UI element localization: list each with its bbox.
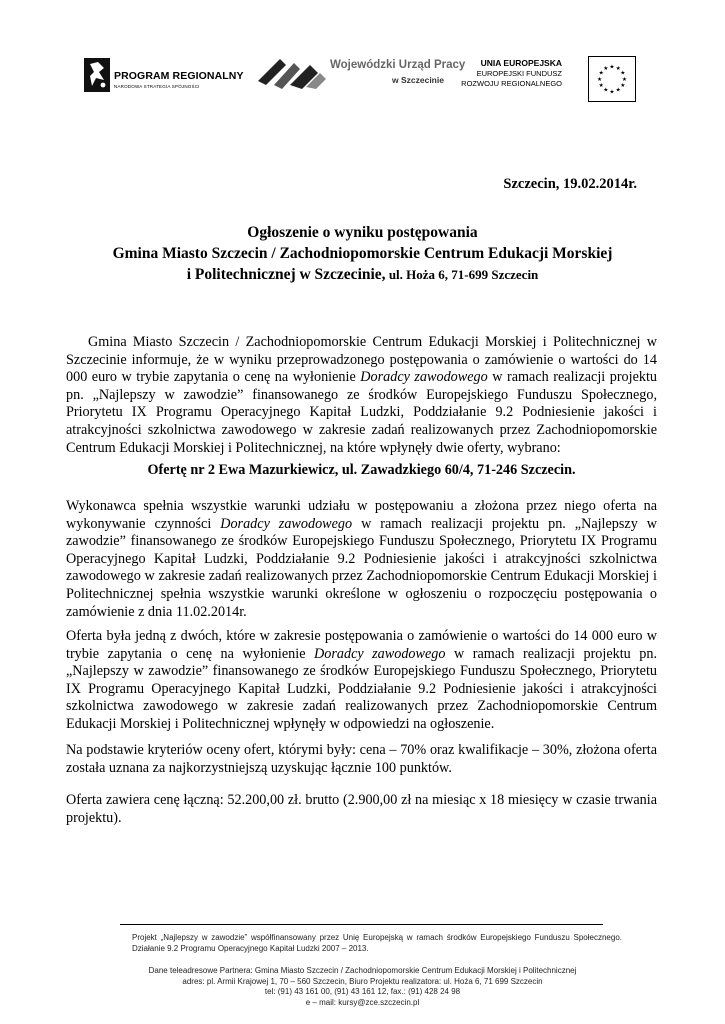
title-line-3-main: i Politechnicznej w Szczecinie, — [186, 266, 386, 283]
eu-star-icon: ★ — [603, 87, 609, 94]
eu-star-icon: ★ — [603, 66, 609, 73]
eu-star-icon: ★ — [609, 64, 615, 71]
wup-logo — [258, 55, 466, 99]
program-regionalny-subtitle: NARODOWA STRATEGIA SPÓJNOŚCI — [114, 84, 200, 89]
eu-line-1: UNIA EUROPEJSKA — [480, 58, 562, 68]
paragraph-offers — [66, 628, 657, 734]
paragraph-criteria: Na podstawie kryteriów oceny ofert, którymi były: cena – 70% oraz kwalifikacje – 30%, złożona oferta została uznana za najkorzystniejszą uzyskując łącznie 100 punktów. — [66, 742, 657, 776]
eu-logo — [461, 56, 640, 106]
eu-star-icon: ★ — [596, 76, 603, 83]
eu-star-icon: ★ — [620, 83, 626, 90]
footer-contact-line-1: Dane teleadresowe Partnera: Gmina Miasto Szczecin / Zachodniopomorskie Centrum Edukacji Morskiej i Politechnicznej — [148, 966, 577, 975]
eu-line-3: ROZWOJU REGIONALNEGO — [461, 79, 562, 88]
title-address: ul. Hoża 6, 71-699 Szczecin — [385, 267, 539, 282]
eu-star-icon: ★ — [598, 83, 604, 90]
eu-line-2: EUROPEJSKI FUNDUSZ — [476, 69, 562, 78]
program-regionalny-logo — [84, 58, 244, 98]
document-title — [60, 222, 665, 285]
paragraph-contractor-text-2: w ramach realizacji projektu pn. „Najlepszy w zawodzie” finansowanego ze środków Europejskiego Funduszu Społecznego, Priorytetu IX Programu Operacyjnego Kapitał Ludzki, Poddziałanie 9.2 Podniesienie jakości i atrakcyjności szkolnictwa zawodowego w zakresie zadań realizowanych przez Zachodniopomorskie Centrum Edukacji Morskiej i Politechnicznej spełnia wszystkie warunki określone w ogłoszeniu o rozpoczęciu postępowania o zamówienie z dnia 11.02.2014r. — [66, 515, 657, 620]
wup-name: Wojewódzki Urząd Pracy — [330, 59, 466, 71]
eu-star-icon: ★ — [609, 89, 615, 96]
program-regionalny-emblem-icon — [84, 58, 110, 92]
eu-star-icon: ★ — [615, 66, 621, 73]
title-line-1: Ogłoszenie o wyniku postępowania — [247, 224, 478, 241]
title-line-3 — [60, 264, 665, 285]
paragraph-intro-text-1: Gmina Miasto Szczecin / Zachodniopomorskie Centrum Edukacji Morskiej i Politechnicznej w Szczecinie informuje, że w wyniku przeprowadzonego postępowania o zamówienie o wartości do 14 000 euro w trybie zapytania o cenę na wyłonienie — [66, 334, 657, 386]
footer-contact-email: e – mail: kursy@zce.szczecin.pl — [305, 997, 420, 1007]
paragraph-intro-italic: Doradcy zawodowego — [360, 369, 488, 386]
paragraph-offers-italic: Doradcy zawodowego — [314, 645, 446, 662]
eu-flag-icon — [588, 56, 636, 102]
footer-contact — [90, 966, 635, 1008]
footer-contact-line-3: tel: (91) 43 161 00, (91) 43 161 12, fax.: (91) 428 24 98 — [264, 987, 461, 997]
paragraph-contractor-italic: Doradcy zawodowego — [220, 515, 353, 532]
eu-star-icon: ★ — [598, 70, 604, 77]
paragraph-contractor — [66, 498, 657, 621]
paragraph-intro-text-2: w ramach realizacji projektu pn. „Najlepszy w zawodzie” finansowanego ze środków Europejskiego Funduszu Społecznego, Priorytetu IX Programu Operacyjnego Kapitał Ludzki, Poddziałanie 9.2 Podniesienie jakości i atrakcyjności szkolnictwa zawodowego w zakresie zadań realizowanych przez Zachodniopomorskie Centrum Edukacji Morskiej i Politechnicznej, na które wpłynęły dwie oferty, wybrano: — [66, 369, 658, 456]
wup-emblem-icon — [258, 55, 326, 89]
eu-logo-text — [461, 58, 562, 89]
wup-city: w Szczecinie — [392, 75, 444, 85]
paragraph-offers-text-1: Oferta była jedną z dwóch, które w zakresie postępowania o zamówienie o wartości do 14 000 euro w trybie zapytania o cenę na wyłonienie — [66, 628, 657, 662]
footer-contact-line-2: adres: pl. Armii Krajowej 1, 70 – 560 Szczecin, Biuro Projektu realizatora: ul. Hoża 6, 71 699 Szczecin — [182, 976, 543, 986]
eu-star-icon: ★ — [615, 87, 621, 94]
footer-divider — [120, 924, 603, 925]
paragraph-offers-text-2: w ramach realizacji projektu pn. „Najlepszy w zawodzie” finansowanego ze środków Europejskiego Funduszu Społecznego, Priorytetu IX Programu Operacyjnego Kapitał Ludzki, Poddziałanie 9.2 Podniesienie jakości i atrakcyjności szkolnictwa zawodowego w zakresie zadań realizowanych przez Zachodniopomorskie Centrum Edukacji Morskiej i Politechnicznej wpłynęły w odpowiedzi na ogłoszenie. — [66, 645, 658, 732]
document-date: Szczecin, 19.02.2014r. — [503, 176, 637, 192]
program-regionalny-name: PROGRAM REGIONALNY — [114, 70, 244, 82]
title-line-2: Gmina Miasto Szczecin / Zachodniopomorskie Centrum Edukacji Morskiej — [112, 245, 613, 262]
eu-star-icon: ★ — [620, 70, 626, 77]
paragraph-price: Oferta zawiera cenę łączną: 52.200,00 zł. brutto (2.900,00 zł na miesiąc x 18 miesięcy w czasie trwania projektu). — [66, 792, 657, 826]
footer-project-note: Projekt „Najlepszy w zawodzie” współfinansowany przez Unię Europejską w ramach środków Europejskiego Funduszu Społecznego. Działanie 9.2 Programu Operacyjnego Kapitał Ludzki 2007 – 2013. — [132, 933, 622, 953]
paragraph-intro — [66, 334, 657, 457]
eu-star-icon: ★ — [621, 76, 628, 83]
selected-offer: Ofertę nr 2 Ewa Mazurkiewicz, ul. Zawadzkiego 60/4, 71-246 Szczecin. — [147, 462, 576, 478]
paragraph-contractor-text-1: Wykonawca spełnia wszystkie warunki udziału w postępowaniu a złożona przez niego oferta na wykonywanie czynności — [66, 498, 657, 532]
